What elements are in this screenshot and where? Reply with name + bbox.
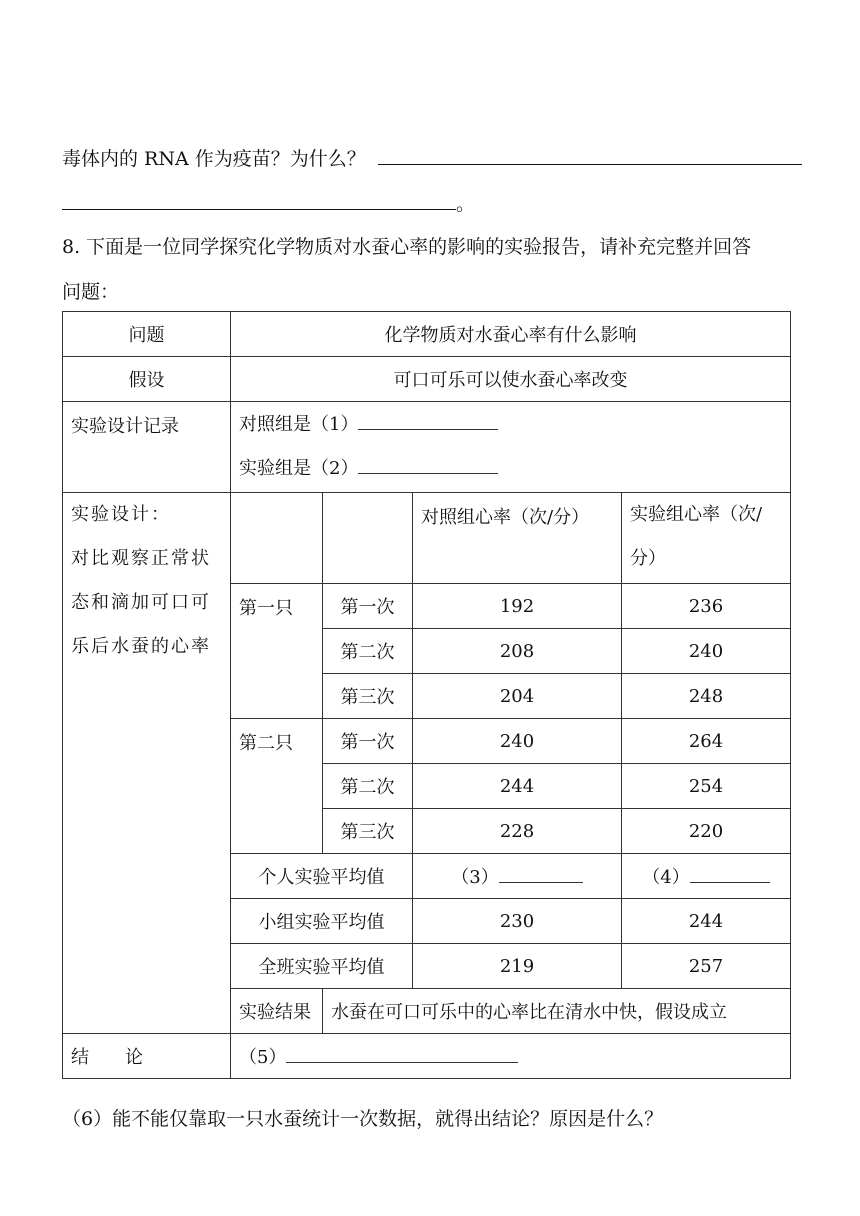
design-line-3: 态和滴加可口可: [71, 592, 211, 613]
blank-5[interactable]: [286, 1044, 518, 1063]
class-average-control: 219: [413, 944, 622, 989]
intro-text: 毒体内的 RNA 作为疫苗？为什么？: [62, 147, 366, 170]
group-average-label: 小组实验平均值: [231, 899, 413, 944]
experiment-value: 236: [622, 584, 791, 629]
question-8-line-2: 问题：: [62, 281, 120, 303]
class-average-label: 全班实验平均值: [231, 944, 413, 989]
blank-5-label: （5）: [239, 1047, 287, 1068]
problem-value: 化学物质对水蚕心率有什么影响: [231, 312, 791, 357]
result-value: 水蚕在可口可乐中的心率比在清水中快，假设成立: [323, 989, 791, 1034]
control-value: 204: [413, 674, 622, 719]
question-8-line-1: 8. 下面是一位同学探究化学物质对水蚕心率的影响的实验报告，请补充完整并回答: [62, 236, 752, 258]
problem-label: 问题: [63, 312, 231, 357]
design-description: [63, 493, 231, 1034]
experiment-group-line: [239, 447, 782, 491]
design-line-2: 对比观察正常状: [71, 548, 211, 569]
control-value: 244: [413, 764, 622, 809]
header-empty-1: [231, 493, 323, 584]
control-group-blank[interactable]: [358, 411, 498, 430]
trial-label: 第一次: [323, 719, 413, 764]
blank-3-label: （3）: [451, 867, 499, 888]
result-label: 实验结果: [231, 989, 323, 1034]
experiment-report-table: [62, 311, 791, 1079]
control-rate-header: 对照组心率（次/分）: [413, 493, 622, 584]
experiment-value: 220: [622, 809, 791, 854]
group-average-experiment: 244: [622, 899, 791, 944]
experiment-value: 264: [622, 719, 791, 764]
hypothesis-value: 可口可乐可以使水蚕心率改变: [231, 357, 791, 402]
conclusion-label: 结 论: [63, 1034, 231, 1079]
personal-average-label: 个人实验平均值: [231, 854, 413, 899]
trial-label: 第二次: [323, 629, 413, 674]
blank-3[interactable]: [499, 864, 583, 883]
trial-label: 第二次: [323, 764, 413, 809]
design-record-cell: [231, 402, 791, 493]
design-line-4: 乐后水蚕的心率: [71, 636, 211, 657]
experiment-value: 248: [622, 674, 791, 719]
experiment-value: 240: [622, 629, 791, 674]
header-empty-2: [323, 493, 413, 584]
trial-label: 第三次: [323, 809, 413, 854]
control-group-line: [239, 403, 782, 447]
experiment-rate-header: [622, 493, 791, 584]
experiment-group-blank[interactable]: [358, 455, 498, 474]
conclusion-cell: [231, 1034, 791, 1079]
blank-4-label: （4）: [642, 867, 690, 888]
question-6: （6）能不能仅靠取一只水蚕统计一次数据，就得出结论？原因是什么？: [62, 1108, 664, 1130]
control-value: 240: [413, 719, 622, 764]
personal-average-control: [413, 854, 622, 899]
hypothesis-label: 假设: [63, 357, 231, 402]
control-group-label: 对照组是（1）: [239, 414, 359, 435]
experiment-group-label: 实验组是（2）: [239, 458, 359, 479]
experiment-rate-header-line-2: 分）: [630, 548, 666, 569]
answer-blank-1[interactable]: [378, 143, 802, 165]
personal-average-experiment: [622, 854, 791, 899]
control-value: 228: [413, 809, 622, 854]
experiment-rate-header-line-1: 实验组心率（次/: [630, 504, 763, 525]
intro-line-1: [62, 143, 802, 171]
control-value: 208: [413, 629, 622, 674]
trial-label: 第三次: [323, 674, 413, 719]
trial-label: 第一次: [323, 584, 413, 629]
design-line-1: 实验设计：: [71, 504, 171, 525]
experiment-value: 254: [622, 764, 791, 809]
group-average-control: 230: [413, 899, 622, 944]
design-record-label: 实验设计记录: [63, 402, 231, 493]
class-average-experiment: 257: [622, 944, 791, 989]
blank-4[interactable]: [690, 864, 770, 883]
first-silkworm-label: 第一只: [231, 584, 323, 719]
period: 。: [456, 192, 476, 215]
second-silkworm-label: 第二只: [231, 719, 323, 854]
answer-blank-2[interactable]: [62, 188, 456, 210]
control-value: 192: [413, 584, 622, 629]
intro-line-2: [62, 188, 475, 216]
